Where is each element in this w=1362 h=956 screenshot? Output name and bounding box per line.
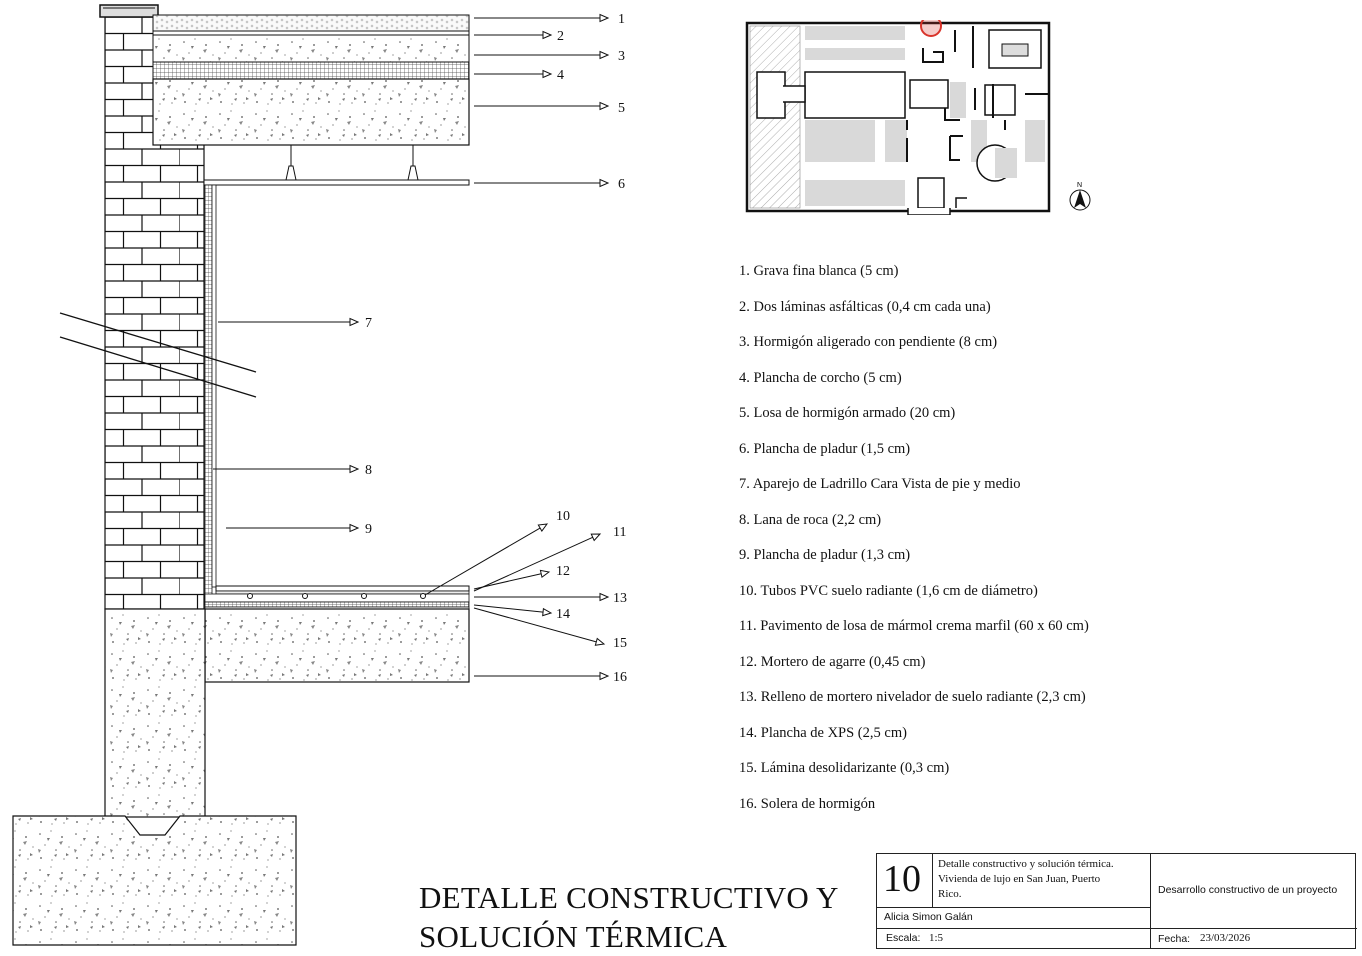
legend-item: 6. Plancha de pladur (1,5 cm) xyxy=(739,440,911,457)
foundation-wall xyxy=(105,609,205,817)
date-value: 23/03/2026 xyxy=(1200,932,1251,944)
callout-16: 16 xyxy=(613,670,627,685)
date-label: Fecha: xyxy=(1158,933,1191,945)
sheet-number: 10 xyxy=(883,858,921,900)
callout-13: 13 xyxy=(613,591,627,606)
arrowhead-icon xyxy=(350,466,358,473)
strip-footing xyxy=(13,816,296,945)
sheet-description-1: Detalle constructivo y solución térmica. xyxy=(938,858,1114,870)
leader-line xyxy=(474,608,596,642)
callout-15: 15 xyxy=(613,636,627,651)
wall-plasterboard xyxy=(212,185,216,587)
key-plan xyxy=(745,20,1055,215)
arrowhead-icon xyxy=(600,52,608,59)
ceiling-hangers xyxy=(286,145,418,180)
materials-legend xyxy=(739,262,1089,830)
arrowhead-icon xyxy=(591,534,600,540)
roof-asphalt-sheets xyxy=(153,31,469,35)
callout-9: 9 xyxy=(365,522,372,537)
legend-item: 11. Pavimento de losa de mármol crema marfil (60 x 60 cm) xyxy=(739,618,1089,634)
legend-item: 1. Grava fina blanca (5 cm) xyxy=(739,263,899,279)
floor-marble-tile xyxy=(216,586,469,591)
rock-wool-insulation xyxy=(205,185,212,605)
callout-1: 1 xyxy=(618,12,625,27)
callout-2: 2 xyxy=(557,29,564,44)
arrowhead-icon xyxy=(600,15,608,22)
legend-item: 15. Lámina desolidarizante (0,3 cm) xyxy=(739,760,950,776)
legend-item: 14. Plancha de XPS (2,5 cm) xyxy=(739,724,907,741)
callout-5: 5 xyxy=(618,101,625,116)
legend-item: 2. Dos láminas asfálticas (0,4 cm cada una) xyxy=(739,298,991,315)
legend-item: 3. Hormigón aligerado con pendiente (8 cm) xyxy=(739,334,998,350)
roof-cork-board xyxy=(153,62,469,79)
callout-14: 14 xyxy=(556,607,570,622)
floor-xps-board xyxy=(205,602,469,607)
legend-item: 13. Relleno de mortero nivelador de suelo radiante (2,3 cm) xyxy=(739,689,1086,705)
callout-4: 4 xyxy=(557,68,564,83)
callout-7: 7 xyxy=(365,316,372,331)
legend-item: 7. Aparejo de Ladrillo Cara Vista de pie y medio xyxy=(739,476,1021,492)
legend-item: 16. Solera de hormigón xyxy=(739,795,876,812)
title-line-2: SOLUCIÓN TÉRMICA xyxy=(419,919,728,954)
scale-value: 1:5 xyxy=(929,932,944,944)
title-block xyxy=(876,853,1356,949)
legend-item: 8. Lana de roca (2,2 cm) xyxy=(739,511,882,528)
sheet-description-2: Vivienda de lujo en San Juan, Puerto xyxy=(938,873,1101,885)
callout-6: 6 xyxy=(618,177,625,192)
roof-concrete-slab xyxy=(153,79,469,145)
parapet-cap xyxy=(100,5,158,17)
leader-line xyxy=(425,528,540,595)
roof-light-concrete xyxy=(153,35,469,62)
arrowhead-icon xyxy=(595,638,604,645)
legend-item: 10. Tubos PVC suelo radiante (1,6 cm de diámetro) xyxy=(739,582,1038,599)
callout-11: 11 xyxy=(613,525,627,540)
arrowhead-icon xyxy=(538,524,547,531)
legend-item: 12. Mortero de agarre (0,45 cm) xyxy=(739,653,926,670)
north-label: N xyxy=(1077,182,1083,189)
scale-label: Escala: xyxy=(886,932,921,944)
author-name: Alicia Simon Galán xyxy=(884,911,973,923)
callout-8: 8 xyxy=(365,463,372,478)
north-arrow-icon xyxy=(1068,178,1094,212)
arrowhead-icon xyxy=(543,32,551,39)
legend-item: 5. Losa de hormigón armado (20 cm) xyxy=(739,405,956,421)
arrowhead-icon xyxy=(600,103,608,110)
arrowhead-icon xyxy=(543,609,551,616)
arrowhead-icon xyxy=(540,570,549,577)
arrowhead-icon xyxy=(350,319,358,326)
ceiling-plasterboard xyxy=(204,180,469,185)
callout-12: 12 xyxy=(556,564,570,579)
arrowhead-icon xyxy=(350,525,358,532)
callout-10: 10 xyxy=(556,509,570,524)
title-line-1: DETALLE CONSTRUCTIVO Y xyxy=(419,880,839,915)
arrowhead-icon xyxy=(600,180,608,187)
legend-item: 4. Plancha de corcho (5 cm) xyxy=(739,369,902,386)
callout-3: 3 xyxy=(618,49,625,64)
arrowhead-icon xyxy=(600,673,608,680)
floor-levelling-mortar xyxy=(205,594,469,602)
sheet-description-3: Rico. xyxy=(938,888,962,900)
location-marker xyxy=(921,20,941,36)
leader-line xyxy=(474,537,593,591)
drawing-title xyxy=(419,878,839,956)
arrowhead-icon xyxy=(600,594,608,601)
project-name: Desarrollo constructivo de un proyecto xyxy=(1158,884,1338,896)
legend-item: 9. Plancha de pladur (1,3 cm) xyxy=(739,547,911,563)
arrowhead-icon xyxy=(543,71,551,78)
floor-concrete-slab xyxy=(205,609,469,682)
roof-gravel-layer xyxy=(153,15,469,31)
